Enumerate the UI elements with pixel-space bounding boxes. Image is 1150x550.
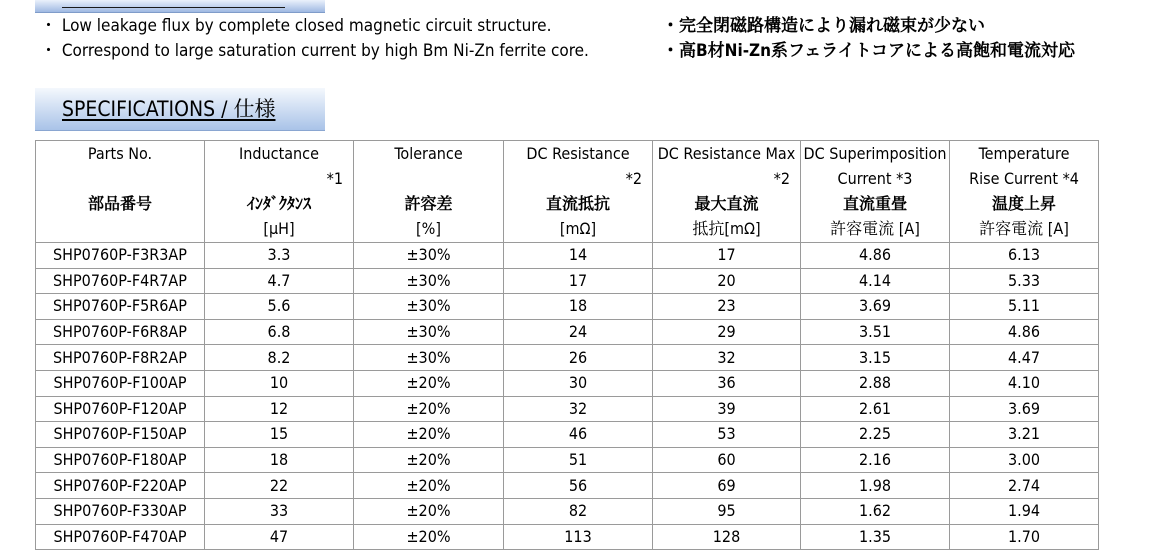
tolerance-cell: ±30% [354, 268, 504, 294]
table-row [36, 396, 1099, 422]
table-row [36, 319, 1099, 345]
header-temperature-rise-current: Temperature Rise Current *4 温度上昇 許容電流 [A] [950, 141, 1099, 243]
temperature-rise-current-cell: 6.13 [950, 243, 1099, 269]
tolerance-cell: ±20% [354, 447, 504, 473]
feature-jp-1: ・完全閉磁路構造により漏れ磁束が少ない [662, 16, 985, 36]
inductance-cell: 33 [205, 498, 354, 524]
part-number-cell: SHP0760P-F8R2AP [36, 345, 205, 371]
dc-resistance-cell: 56 [504, 473, 653, 499]
table-row [36, 345, 1099, 371]
dc-resistance-cell: 24 [504, 319, 653, 345]
inductance-cell: 12 [205, 396, 354, 422]
inductance-cell: 15 [205, 422, 354, 448]
tolerance-cell: ±20% [354, 370, 504, 396]
temperature-rise-current-cell: 3.00 [950, 447, 1099, 473]
inductance-cell: 47 [205, 524, 354, 550]
dc-resistance-cell: 14 [504, 243, 653, 269]
part-number-cell: SHP0760P-F6R8AP [36, 319, 205, 345]
features-block [0, 14, 1150, 66]
temperature-rise-current-cell: 4.10 [950, 370, 1099, 396]
superimposition-current-cell: 3.15 [801, 345, 950, 371]
dc-resistance-max-cell: 60 [653, 447, 801, 473]
part-number-cell: SHP0760P-F180AP [36, 447, 205, 473]
dc-resistance-cell: 51 [504, 447, 653, 473]
temperature-rise-current-cell: 5.11 [950, 294, 1099, 320]
dc-resistance-max-cell: 69 [653, 473, 801, 499]
tolerance-cell: ±20% [354, 473, 504, 499]
superimposition-current-cell: 1.35 [801, 524, 950, 550]
temperature-rise-current-cell: 1.94 [950, 498, 1099, 524]
superimposition-current-cell: 2.25 [801, 422, 950, 448]
table-row [36, 243, 1099, 269]
part-number-cell: SHP0760P-F5R6AP [36, 294, 205, 320]
inductance-cell: 4.7 [205, 268, 354, 294]
part-number-cell: SHP0760P-F3R3AP [36, 243, 205, 269]
dc-resistance-max-cell: 95 [653, 498, 801, 524]
temperature-rise-current-cell: 4.86 [950, 319, 1099, 345]
superimposition-current-cell: 2.88 [801, 370, 950, 396]
feature-en-1: ・ Low leakage flux by complete closed magnetic circuit structure. [40, 16, 552, 36]
dc-resistance-max-cell: 39 [653, 396, 801, 422]
dc-resistance-max-cell: 20 [653, 268, 801, 294]
section-title: SPECIFICATIONS / 仕様 [62, 97, 276, 121]
header-dc-resistance-max: DC Resistance Max *2 最大直流 抵抗[mΩ] [653, 141, 801, 243]
header-parts-no: Parts No. 部品番号 [36, 141, 205, 243]
table-row [36, 370, 1099, 396]
temperature-rise-current-cell: 2.74 [950, 473, 1099, 499]
temperature-rise-current-cell: 3.21 [950, 422, 1099, 448]
dc-resistance-cell: 46 [504, 422, 653, 448]
table-row [36, 268, 1099, 294]
dc-resistance-cell: 32 [504, 396, 653, 422]
part-number-cell: SHP0760P-F120AP [36, 396, 205, 422]
tolerance-cell: ±20% [354, 524, 504, 550]
table-row [36, 498, 1099, 524]
dc-resistance-max-cell: 29 [653, 319, 801, 345]
dc-resistance-max-cell: 32 [653, 345, 801, 371]
dc-resistance-max-cell: 36 [653, 370, 801, 396]
superimposition-current-cell: 1.62 [801, 498, 950, 524]
table-row [36, 422, 1099, 448]
part-number-cell: SHP0760P-F4R7AP [36, 268, 205, 294]
previous-section-tab [35, 0, 325, 13]
part-number-cell: SHP0760P-F330AP [36, 498, 205, 524]
superimposition-current-cell: 3.69 [801, 294, 950, 320]
superimposition-current-cell: 2.61 [801, 396, 950, 422]
tolerance-cell: ±30% [354, 345, 504, 371]
table-row [36, 447, 1099, 473]
tolerance-cell: ±30% [354, 243, 504, 269]
inductance-cell: 3.3 [205, 243, 354, 269]
features-english [40, 14, 589, 64]
tolerance-cell: ±20% [354, 422, 504, 448]
dc-resistance-cell: 17 [504, 268, 653, 294]
inductance-cell: 18 [205, 447, 354, 473]
superimposition-current-cell: 1.98 [801, 473, 950, 499]
dc-resistance-max-cell: 53 [653, 422, 801, 448]
feature-jp-2: ・高B材Ni-Zn系フェライトコアによる高飽和電流対応 [662, 41, 1075, 61]
part-number-cell: SHP0760P-F470AP [36, 524, 205, 550]
tolerance-cell: ±20% [354, 498, 504, 524]
dc-resistance-cell: 113 [504, 524, 653, 550]
tolerance-cell: ±30% [354, 294, 504, 320]
inductance-cell: 5.6 [205, 294, 354, 320]
dc-resistance-cell: 26 [504, 345, 653, 371]
dc-resistance-cell: 30 [504, 370, 653, 396]
tolerance-cell: ±20% [354, 396, 504, 422]
dc-resistance-max-cell: 23 [653, 294, 801, 320]
superimposition-current-cell: 4.86 [801, 243, 950, 269]
inductance-cell: 22 [205, 473, 354, 499]
superimposition-current-cell: 3.51 [801, 319, 950, 345]
dc-resistance-max-cell: 17 [653, 243, 801, 269]
header-inductance: Inductance *1 ｲﾝﾀﾞｸﾀﾝｽ [μH] [205, 141, 354, 243]
table-row [36, 524, 1099, 550]
temperature-rise-current-cell: 5.33 [950, 268, 1099, 294]
header-tolerance: Tolerance 許容差 [%] [354, 141, 504, 243]
part-number-cell: SHP0760P-F150AP [36, 422, 205, 448]
inductance-cell: 8.2 [205, 345, 354, 371]
superimposition-current-cell: 2.16 [801, 447, 950, 473]
superimposition-current-cell: 4.14 [801, 268, 950, 294]
table-row [36, 294, 1099, 320]
features-japanese [662, 14, 1075, 64]
table-row [36, 473, 1099, 499]
specifications-header [35, 88, 325, 131]
temperature-rise-current-cell: 3.69 [950, 396, 1099, 422]
header-row [36, 141, 1099, 243]
dc-resistance-max-cell: 128 [653, 524, 801, 550]
header-dc-resistance: DC Resistance *2 直流抵抗 [mΩ] [504, 141, 653, 243]
dc-resistance-cell: 82 [504, 498, 653, 524]
feature-en-2: ・ Correspond to large saturation current by high Bm Ni-Zn ferrite core. [40, 41, 589, 61]
temperature-rise-current-cell: 4.47 [950, 345, 1099, 371]
dc-resistance-cell: 18 [504, 294, 653, 320]
tolerance-cell: ±30% [354, 319, 504, 345]
spec-table [35, 140, 1099, 550]
part-number-cell: SHP0760P-F220AP [36, 473, 205, 499]
temperature-rise-current-cell: 1.70 [950, 524, 1099, 550]
inductance-cell: 10 [205, 370, 354, 396]
inductance-cell: 6.8 [205, 319, 354, 345]
part-number-cell: SHP0760P-F100AP [36, 370, 205, 396]
header-dc-superimposition-current: DC Superimposition Current *3 直流重畳 許容電流 [A] [801, 141, 950, 243]
